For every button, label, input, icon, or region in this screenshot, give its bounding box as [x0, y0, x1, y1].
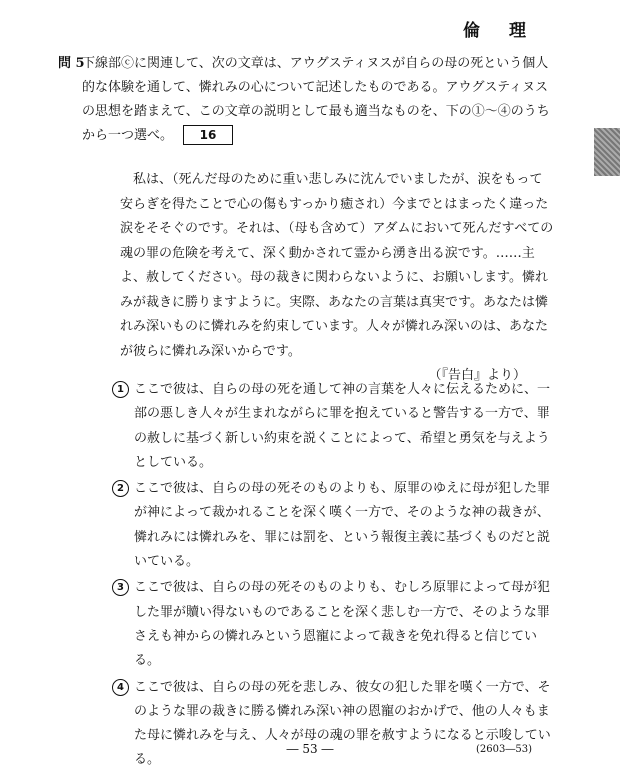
subject-title: 倫 理: [463, 21, 532, 41]
choice-text: ここで彼は、自らの母の死そのものよりも、原罪のゆえに母が犯した罪が神によって裁かれることを深く嘆く一方で、そのような神の裁きが、憐れみには憐れみを、罪には罰を、という報復主義に基づくものだと説いている。: [134, 481, 551, 570]
section-tab-marker: [594, 128, 620, 176]
choice-text: ここで彼は、自らの母の死を通して神の言葉を人々に伝えるために、一部の悪しき人々が生まれながらに罪を抱えていると警告する一方で、罪の赦しに基づく新しい約束を説くことによって、希望と勇気を与えようとしている。: [134, 382, 551, 470]
choice-item[interactable]: [118, 676, 558, 773]
answer-box: 16: [183, 125, 233, 145]
exam-code: (2603―53): [476, 744, 532, 755]
choice-number: 4: [112, 679, 129, 696]
question-block: [58, 52, 552, 148]
page-number: ― 53 ―: [286, 742, 334, 756]
passage-text: 私は、（死んだ母のために重い悲しみに沈んでいましたが、涙をもって安らぎを得たことで心の傷もすっかり癒され）今までとはまったく違った涙をそそぐのです。それは、（母も含めて）アダムにおいて死んだすべての魂の罪の危険を考えて、深く動かされて霊から湧き出る涙です。……主よ、赦してください。母の裁きに関わらないように、お願いします。憐れみが裁きに勝りますように。実際、あなたの言葉は真実です。あなたは憐れみ深いものに憐れみを約束しています。人々が憐れみ深いのは、あなたが彼らに憐れみ深いからです。: [120, 172, 554, 359]
passage-block: [120, 168, 554, 389]
question-text: 下線部ⓒに関連して、次の文章は、アウグスティヌスが自らの母の死という個人的な体験を通して、憐れみの心について記述したものである。アウグスティヌスの思想を踏まえて、この文章の説明として最も適当なものを、下の①〜④のうちから一つ選べ。: [82, 56, 550, 143]
choice-item[interactable]: [118, 477, 558, 574]
choice-text: ここで彼は、自らの母の死を悲しみ、彼女の犯した罪を嘆く一方で、そのような罪の裁きに勝る憐れみ深い神の恩寵のおかげで、他の人々もまた母に憐れみを与え、人々が母の魂の罪を赦すようになると示唆している。: [134, 679, 551, 768]
passage-source: （『告白』より）: [428, 368, 526, 383]
choices-list: [118, 378, 558, 775]
choice-number: 2: [112, 480, 129, 497]
question-label: 問 5: [58, 56, 85, 71]
choice-item[interactable]: [118, 378, 558, 475]
choice-number: 1: [112, 381, 129, 398]
choice-text: ここで彼は、自らの母の死そのものよりも、むしろ原罪によって母が犯した罪が贖い得ないものであることを深く悲しむ一方で、そのような罪さえも神からの憐れみという恩寵によって裁きを免れ得ると信じている。: [134, 580, 551, 669]
choice-item[interactable]: [118, 576, 558, 673]
choice-number: 3: [112, 579, 129, 596]
